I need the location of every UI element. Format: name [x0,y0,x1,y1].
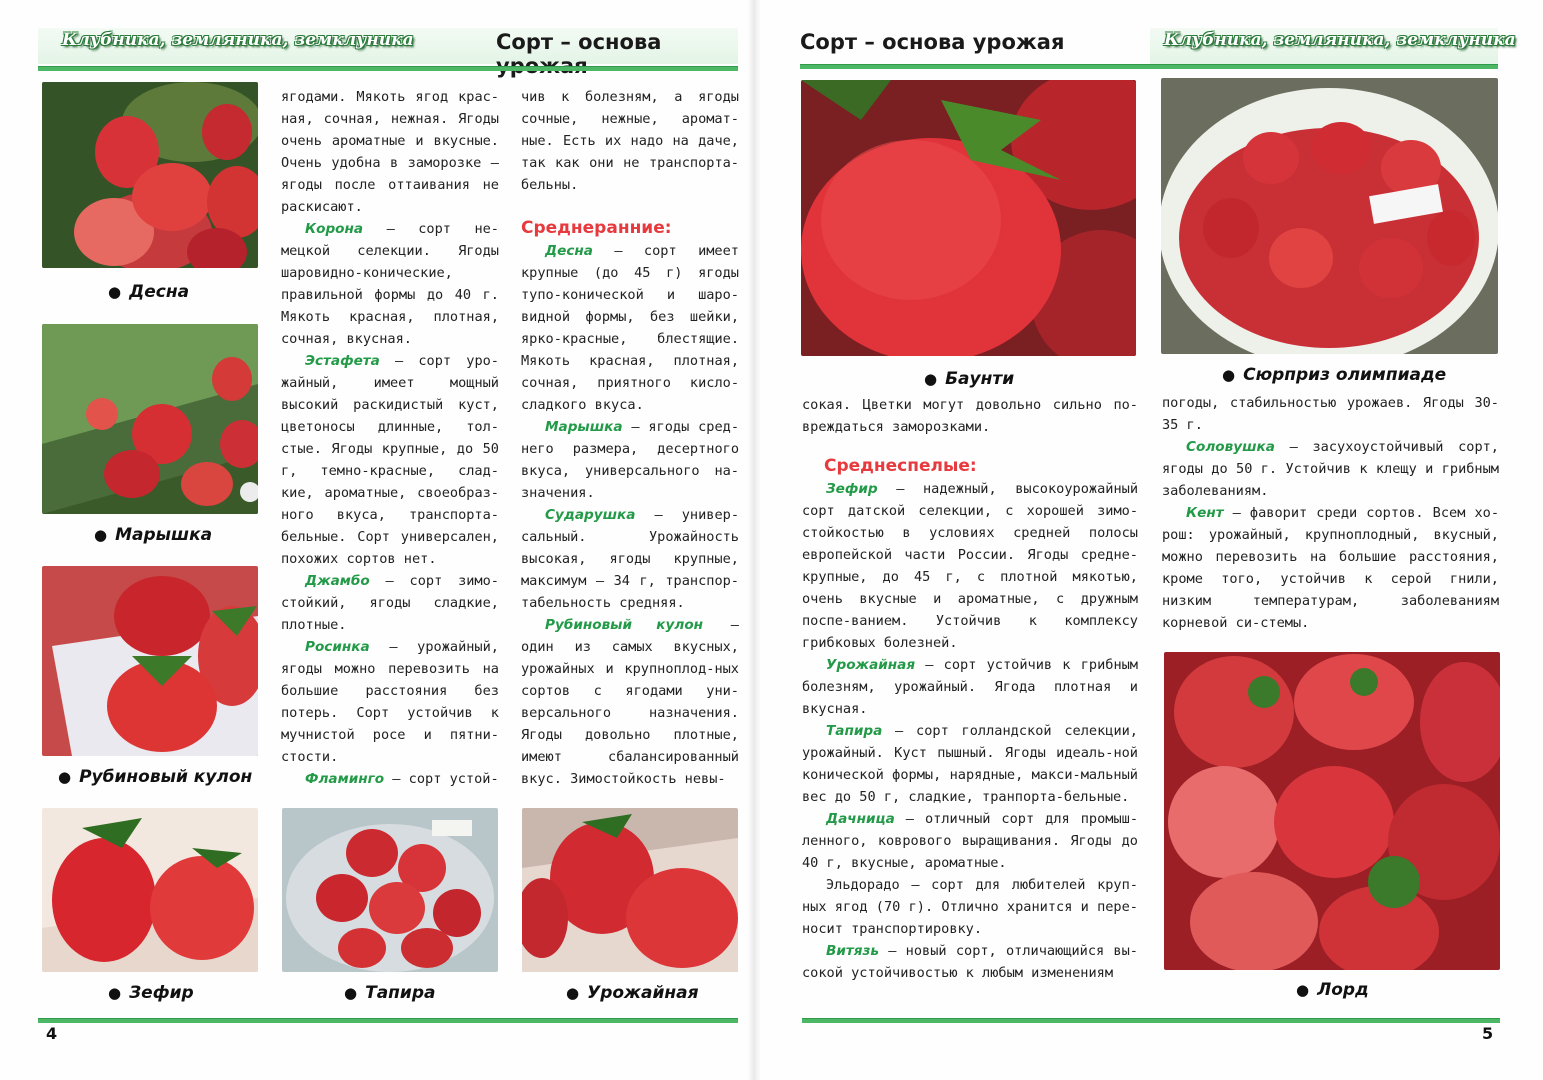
page-number: 5 [1482,1024,1494,1043]
section-heading: Среднеранние: [521,218,672,238]
photo-baunti [801,80,1136,356]
strawberry-photo-icon [522,808,738,972]
page-number: 4 [46,1024,58,1043]
variety-name: Кент [1186,505,1224,521]
variety-name: Десна [545,243,593,259]
text-column-1 [281,86,499,790]
footer-rule [802,1018,1500,1023]
variety-tapira [802,720,1138,808]
variety-text: – сорт уро-жайный, имеет мощный высокий раскидистый куст, цветоносы длинные, тол-стые. Ягоды крупные, до 50 г, темно-красные, слад-кие, ароматные, своеобраз-ного вкуса, транспорта-бельные. Сорт универсален, похожих сортов нет. [281,353,499,567]
text-column-3 [802,394,1138,984]
variety-solovushka [1162,436,1499,502]
variety-name: Соловушка [1186,439,1275,455]
variety-dzhambo [281,570,499,636]
series-label: Клубника, земляника, земклуника [62,30,414,50]
strawberry-photo-icon [1164,652,1500,970]
caption-rubin-text: Рубиновый кулон [79,767,253,787]
strawberry-photo-icon [42,566,258,756]
series-label: Клубника, земляника, земклуника [1164,30,1516,50]
variety-text: – отличный сорт для промыш-ленного, коврового выращивания. Ягоды до 40 г, вкусные, ароматные. [802,811,1138,871]
caption-desna-text: Десна [129,282,190,302]
variety-text: – один из самых вкусных, урожайных и крупноплод-ных сортов с ягодами уни-версального назначения. Ягоды довольно плотные, имеют сбалансированный вкус. Зимостойкость невы- [521,617,739,787]
photo-surpriz [1161,78,1498,354]
caption-baunti: ● Баунти [924,369,1015,389]
variety-text: – фаворит среди сортов. Всем хо-рош: урожайный, крупноплодный, вкусный, можно перевозить на большие расстояния, кроме того, устойчив к серой гнили, низким температурам, заболеваниям корневой си-стемы. [1162,505,1499,631]
variety-name: Росинка [305,639,370,655]
variety-text: – сорт имеет крупные (до 45 г) ягоды тупо-конической и шаро-видной формы, без шейки, ярко-красные, блестящие. Мякоть красная, плотная, сочная, приятного кисло-сладкого вкуса. [521,243,739,413]
caption-baunti-text: Баунти [945,369,1015,389]
photo-tapira [282,808,498,972]
variety-text: – надежный, высокоурожайный сорт датской селекции, с хорошей зимо-стойкостью в условиях средней полосы европейской части России. Ягоды средне-крупные, до 45 г, с плотной мякотью, очень вкусные и ароматные, с дружным поспе-ванием. Устойчив к комплексу грибковых болезней. [802,481,1138,651]
variety-dachnitsa [802,808,1138,874]
header-rule [38,66,738,71]
header-rule [800,64,1498,69]
variety-korona [281,218,499,350]
variety-name: Джамбо [305,573,370,589]
variety-eldorado: Эльдорадо – сорт для любителей круп-ных ягод (70 г). Отлично хранится и пере-носит транспортировку. [802,877,1138,937]
variety-rosinka [281,636,499,768]
caption-surpriz: ● Сюрприз олимпиаде [1222,365,1447,385]
strawberry-photo-icon [42,808,258,972]
caption-zefir-text: Зефир [129,983,194,1003]
variety-text: – универ-сальный. Урожайность высокая, ягоды крупные, максимум – 34 г, транспор-табельность средняя. [521,507,739,611]
variety-flamingo [281,768,499,790]
caption-rubin: ● Рубиновый кулон [58,767,253,787]
variety-name: Зефир [826,481,878,497]
variety-name: Сударушка [545,507,636,523]
caption-tapira: ● Тапира [344,983,436,1003]
photo-lord [1164,652,1500,970]
page-title: Сорт – основа урожая [800,30,1065,54]
strawberry-photo-icon [42,82,258,268]
paragraph: ягодами. Мякоть ягод крас-ная, сочная, нежная. Ягоды очень ароматные и вкусные. Очень удобна в заморозке – ягоды после оттаивания не раскисают. [281,89,499,215]
variety-urozh [802,654,1138,720]
variety-name: Рубиновый кулон [545,617,704,633]
variety-maryshka [521,416,739,504]
variety-rubin [521,614,739,790]
variety-estafeta [281,350,499,570]
caption-maryshka: ● Марышка [94,525,213,545]
strawberry-photo-icon [1161,78,1498,354]
photo-urozh [522,808,738,972]
photo-maryshka [42,324,258,514]
caption-surpriz-text: Сюрприз олимпиаде [1243,365,1447,385]
strawberry-photo-icon [42,324,258,514]
variety-zefir [802,478,1138,654]
caption-urozh: ● Урожайная [566,983,699,1003]
variety-name: Витязь [826,943,879,959]
right-page [760,0,1543,1080]
section-heading: Среднеспелые: [824,456,977,476]
text-column-2 [521,86,739,790]
footer-rule [38,1018,738,1023]
variety-name: Урожайная [826,657,916,673]
variety-text: – сорт голландской селекции, урожайный. Куст пышный. Ягоды идеаль-ной конической формы, нарядные, макси-мальный вес до 50 г, сладкие, транпорта-бельные. [802,723,1138,805]
photo-zefir [42,808,258,972]
variety-text: – сорт устой- [384,771,499,787]
page-title: Сорт – основа [496,30,662,54]
variety-sudarushka [521,504,739,614]
photo-rubin [42,566,258,756]
variety-name: Фламинго [305,771,385,787]
variety-name: Тапира [826,723,883,739]
strawberry-photo-icon [282,808,498,972]
paragraph: погоды, стабильностью урожаев. Ягоды 30-35 г. [1162,395,1499,433]
paragraph: сокая. Цветки могут довольно сильно по-вреждаться заморозками. [802,397,1138,435]
caption-zefir: ● Зефир [108,983,194,1003]
variety-text: – сорт устойчив к грибным болезням, урожайный. Ягода плотная и вкусная. [802,657,1138,717]
variety-text: – засухоустойчивый сорт, ягоды до 50 г. Устойчив к клещу и грибным заболеваниям. [1162,439,1499,499]
paragraph: чив к болезням, а ягоды сочные, нежные, аромат-ные. Есть их надо на даче, так как они не транспорта-бельны. [521,89,739,193]
variety-vityaz [802,940,1138,984]
variety-text: – урожайный, ягоды можно перевозить на большие расстояния без потерь. Сорт устойчив к мучнистой росе и пятни-стости. [281,639,499,765]
variety-name: Эстафета [305,353,380,369]
variety-desna [521,240,739,416]
text-column-4 [1162,392,1499,634]
variety-name: Корона [305,221,364,237]
left-page [0,0,755,1080]
caption-desna: ● Десна [108,282,190,302]
variety-name: Дачница [826,811,895,827]
variety-text: – ягоды сред-него размера, десертного вкуса, универсального на-значения. [521,419,739,501]
variety-text: – сорт не-мецкой селекции. Ягоды шаровидно-конические, правильной формы до 40 г. Мякоть красная, плотная, сочная, вкусная. [281,221,499,347]
caption-lord-text: Лорд [1317,980,1369,1000]
variety-name: Марышка [545,419,623,435]
caption-maryshka-text: Марышка [115,525,213,545]
variety-text: – сорт зимо-стойкий, ягоды сладкие, плотные. [281,573,499,633]
strawberry-photo-icon [801,80,1136,356]
variety-text: – новый сорт, отличающийся вы-сокой устойчивостью к любым изменениям [802,943,1138,981]
caption-lord: ● Лорд [1296,980,1369,1000]
caption-urozh-text: Урожайная [587,983,699,1003]
variety-kent [1162,502,1499,634]
photo-desna [42,82,258,268]
caption-tapira-text: Тапира [365,983,436,1003]
